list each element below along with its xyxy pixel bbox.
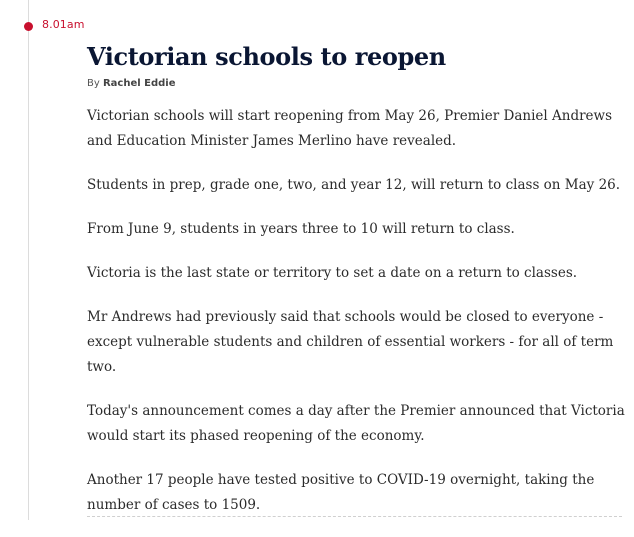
timeline-dot (24, 22, 33, 31)
paragraph: Mr Andrews had previously said that schools would be closed to everyone - except vulnerable students and children of essential workers - for all of term two. (87, 309, 614, 375)
live-blog-post (87, 40, 627, 537)
post-body (87, 104, 627, 518)
paragraph: Today's announcement comes a day after the Premier announced that Victoria would start its phased reopening of the economy. (87, 403, 625, 444)
paragraph: Students in prep, grade one, two, and year 12, will return to class on May 26. (87, 177, 621, 193)
paragraph: Victoria is the last state or territory to set a date on a return to classes. (87, 265, 578, 281)
paragraph: Victorian schools will start reopening from May 26, Premier Daniel Andrews and Education Minister James Merlino have revealed. (87, 108, 613, 149)
post-timestamp: 8.01am (42, 18, 85, 31)
byline-prefix: By (87, 78, 100, 89)
author-name[interactable]: Rachel Eddie (102, 78, 176, 89)
post-headline: Victorian schools to reopen (87, 42, 446, 71)
paragraph: Another 17 people have tested positive to COVID-19 overnight, taking the number of cases to 1509. (87, 472, 595, 513)
paragraph: From June 9, students in years three to 10 will return to class. (87, 221, 515, 237)
byline (87, 78, 627, 89)
timeline-line (28, 0, 29, 520)
post-divider (87, 516, 622, 517)
